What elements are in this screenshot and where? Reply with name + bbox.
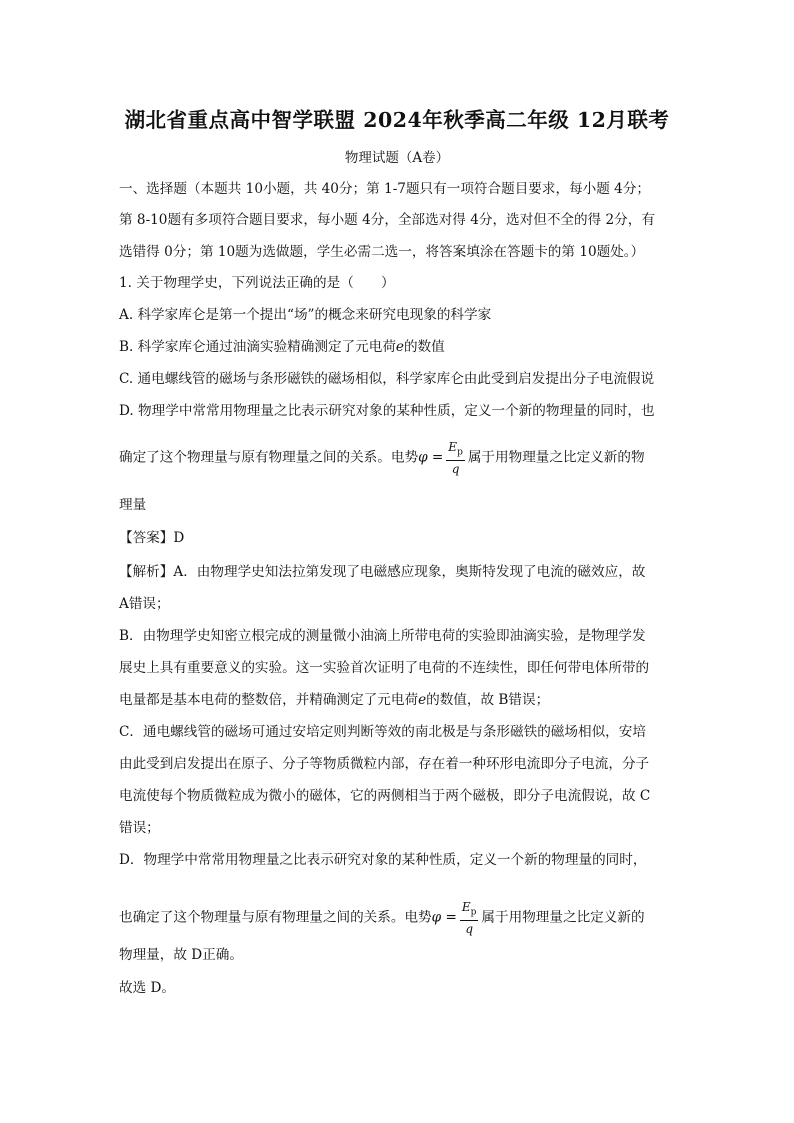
analysis-b-line-3: [119, 691, 549, 709]
analysis-b-variable: e: [418, 692, 427, 708]
potential-fraction: [446, 439, 465, 477]
fraction-numerator: [446, 439, 465, 461]
option-c: C. 通电螺线管的磁场与条形磁铁的磁场相似，科学家库仑由此受到启发提出分子电流假说: [119, 371, 655, 387]
page-title: 湖北省重点高中智学联盟 2024年秋季高二年级 12月联考: [124, 108, 670, 132]
analysis-d-line-1: D．物理学中常常用物理量之比表示研究对象的某种性质，定义一个新的物理量的同时，: [119, 852, 647, 868]
option-b-variable: e: [395, 339, 404, 355]
option-d-text-end: 属于用物理量之比定义新的物: [467, 449, 645, 466]
analysis-d-text-end: 属于用物理量之比定义新的: [481, 909, 645, 926]
section-intro-line-1: 一、选择题（本题共 10小题，共 40分；第 1-7题只有一项符合题目要求，每小题 4分；: [119, 181, 651, 197]
analysis-d-line-2: [119, 899, 645, 937]
analysis-numerator-symbol: E: [461, 900, 471, 914]
analysis-b-line-2: 展史上具有重要意义的实验。这一实验首次证明了电荷的不连续性，即任何带电体所带的: [119, 660, 650, 676]
analysis-fraction-numerator: [460, 899, 479, 921]
page-subtitle: 物理试题（A卷）: [344, 150, 450, 166]
analysis-c-line-4: 错误；: [119, 820, 160, 836]
analysis-a-line-1: 【解析】A．由物理学史知法拉第发现了电磁感应现象，奥斯特发现了电流的磁效应，故: [119, 564, 646, 580]
analysis-fraction-denominator: q: [465, 922, 473, 937]
fraction-denominator: q: [451, 462, 460, 477]
analysis-c-line-1: C．通电螺线管的磁场可通过安培定则判断等效的南北极是与条形磁铁的磁场相似，安培: [119, 724, 646, 740]
option-a: A. 科学家库仑是第一个提出“场”的概念来研究电现象的科学家: [119, 307, 492, 323]
option-b-text: B. 科学家库仑通过油滴实验精确测定了元电荷: [119, 339, 396, 355]
numerator-symbol: E: [448, 440, 458, 454]
analysis-c-line-3: 电流使每个物质微粒成为微小的磁体，它的两侧相当于两个磁极，即分子电流假说，故 C: [119, 788, 651, 804]
option-d-line-3: 理量: [119, 497, 147, 513]
analysis-b-text: 电量都是基本电荷的整数倍，并精确测定了元电荷: [119, 692, 419, 708]
question-stem: 1. 关于物理学史，下列说法正确的是（ ）: [119, 275, 395, 291]
analysis-b-line-1: B．由物理学史知密立根完成的测量微小油滴上所带电荷的实验即油滴实验，是物理学发: [119, 628, 646, 644]
analysis-formula-lhs: φ =: [431, 909, 457, 926]
option-b-text-end: 的数值: [403, 339, 445, 355]
analysis-numerator-subscript: p: [470, 907, 477, 918]
numerator-subscript: p: [457, 447, 463, 458]
option-d-line-2: [119, 439, 645, 477]
analysis-potential-fraction: [460, 899, 479, 937]
answer-label: 【答案】D: [119, 530, 185, 546]
section-intro-line-2: 第 8-10题有多项符合题目要求，每小题 4分，全部选对得 4分，选对但不全的得 2分，有: [119, 212, 655, 228]
analysis-c-line-2: 由此受到启发提出在原子、分子等物质微粒内部，存在着一种环形电流即分子电流，分子: [119, 756, 650, 772]
analysis-conclusion: 故选 D。: [119, 980, 176, 996]
formula-lhs: φ =: [418, 449, 444, 466]
option-d-line-1: D. 物理学中常常用物理量之比表示研究对象的某种性质，定义一个新的物理量的同时，也: [119, 403, 655, 419]
option-d-text: 确定了这个物理量与原有物理量之间的关系。电势: [119, 449, 419, 466]
analysis-b-text-end: 的数值，故 B错误；: [426, 692, 550, 708]
section-intro-line-3: 选错得 0分；第 10题为选做题，学生必需二选一，将答案填涂在答题卡的第 10题处。）: [119, 244, 645, 260]
analysis-d-line-3: 物理量，故 D正确。: [119, 947, 243, 963]
option-b: [119, 338, 445, 356]
analysis-a-line-2: A错误；: [119, 596, 170, 612]
analysis-d-text: 也确定了这个物理量与原有物理量之间的关系。电势: [119, 909, 432, 926]
